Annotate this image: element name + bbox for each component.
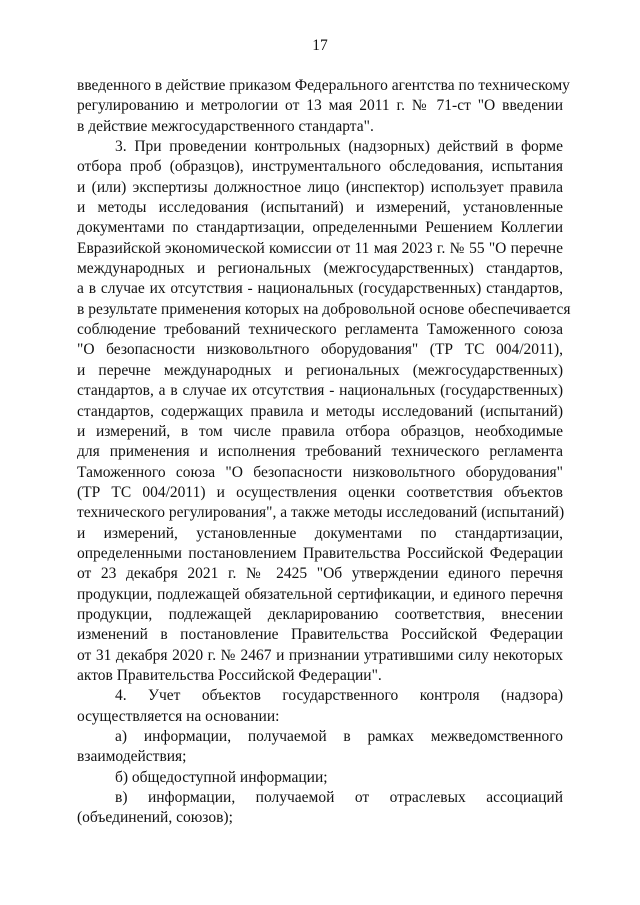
text-line: и перечне международных и региональных (межгосударственных) — [77, 361, 563, 379]
page-number: 17 — [312, 37, 328, 54]
text-line: взаимодействия; — [77, 748, 187, 766]
text-line: в действие межгосударственного стандарта". — [77, 117, 374, 135]
text-line: соблюдение требований технического регламента Таможенного союза — [77, 321, 563, 339]
text-line: в) информации, получаемой от отраслевых ассоциаций — [115, 789, 563, 807]
text-line: изменений в постановление Правительства Российской Федерации — [77, 626, 563, 644]
text-line: 3. При проведении контрольных (надзорных) действий в форме — [115, 138, 563, 156]
text-line: "О безопасности низковольтного оборудования" (ТР ТС 004/2011), — [77, 341, 563, 359]
text-line: а в случае их отсутствия - национальных (государственных) стандартов, — [77, 280, 563, 298]
text-line: и методы исследования (испытаний) и измерений, установленные — [77, 199, 563, 217]
text-line: стандартов, а в случае их отсутствия - национальных (государственных) — [77, 382, 563, 400]
text-line: международных и региональных (межгосударственных) стандартов, — [77, 260, 563, 278]
text-line: регулированию и метрологии от 13 мая 2011 г. № 71-ст "О введении — [77, 97, 563, 115]
text-line: документами по стандартизации, определенными Решением Коллегии — [77, 219, 563, 237]
text-line: (ТР ТС 004/2011) и осуществления оценки соответствия объектов — [77, 483, 563, 501]
text-line: 4. Учет объектов государственного контроля (надзора) — [115, 687, 563, 705]
text-line: и измерений, установленные документами по стандартизации, — [77, 524, 563, 542]
text-line: технического регулирования", а также методы исследований (испытаний) — [77, 504, 565, 522]
text-line: осуществляется на основании: — [77, 707, 280, 725]
text-line: в результате применения которых на добровольной основе обеспечивается — [77, 300, 571, 318]
text-line: для применения и исполнения требований технического регламента — [77, 443, 563, 461]
text-line: стандартов, содержащих правила и методы исследований (испытаний) — [77, 402, 563, 420]
text-line: от 23 декабря 2021 г. № 2425 "Об утверждении единого перечня — [77, 565, 563, 583]
text-line: продукции, подлежащей обязательной сертификации, и единого перечня — [77, 585, 563, 603]
text-line: актов Правительства Российской Федерации". — [77, 666, 382, 684]
text-line: и (или) экспертизы должностное лицо (инспектор) использует правила — [77, 178, 563, 196]
text-line: введенного в действие приказом Федерального агентства по техническому — [77, 77, 570, 94]
text-line: от 31 декабря 2020 г. № 2467 и признании утратившими силу некоторых — [77, 646, 563, 664]
text-line: Таможенного союза "О безопасности низковольтного оборудования" — [77, 463, 563, 481]
document-body — [77, 76, 571, 829]
text-line: продукции, подлежащей декларированию соответствия, внесении — [77, 605, 563, 623]
text-line: Евразийской экономической комиссии от 11 мая 2023 г. № 55 "О перечне — [77, 239, 563, 257]
text-line: а) информации, получаемой в рамках межведомственного — [115, 728, 563, 745]
text-line: б) общедоступной информации; — [115, 768, 328, 786]
text-line: (объединений, союзов); — [77, 809, 233, 827]
text-line: отбора проб (образцов), инструментального обследования, испытания — [77, 158, 563, 176]
text-line: определенными постановлением Правительства Российской Федерации — [77, 544, 563, 562]
text-line: и измерений, в том числе правила отбора образцов, необходимые — [77, 422, 563, 440]
